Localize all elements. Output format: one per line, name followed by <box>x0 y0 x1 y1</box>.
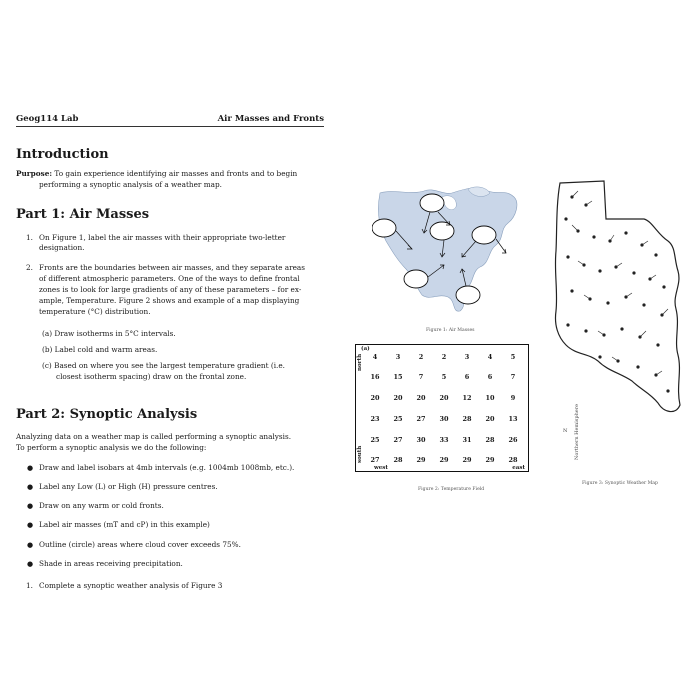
grid-cell: 29 <box>416 456 426 464</box>
task-bullet: Label any Low (L) or High (H) pressure centres. <box>39 482 218 491</box>
grid-cell: 3 <box>395 353 401 361</box>
grid-cell: 20 <box>416 394 426 402</box>
task-bullet: Draw on any warm or cold fronts. <box>39 501 164 510</box>
air-mass-circle <box>456 286 480 304</box>
grid-cell: 26 <box>508 436 518 444</box>
item2-line: zones is to look for large gradients of any of these parameters – for ex- <box>39 285 302 294</box>
grid-cell: 16 <box>370 373 380 381</box>
bullet-icon: ● <box>27 560 34 568</box>
grid-cell: 6 <box>487 373 493 381</box>
air-mass-circle <box>430 222 454 240</box>
item1-number: 1. <box>26 233 33 242</box>
grid-cell: 20 <box>485 415 495 423</box>
page-header <box>16 114 324 127</box>
task-bullet: Draw and label isobars at 4mb intervals (e.g. 1004mb 1008mb, etc.). <box>39 463 295 472</box>
item1-line-1: On Figure 1, label the air masses with their appropriate two-letter <box>39 233 286 242</box>
air-mass-circle <box>404 270 428 288</box>
grid-cell: 23 <box>370 415 380 423</box>
temperature-grid <box>355 344 529 472</box>
grid-cell: 28 <box>485 436 495 444</box>
synoptic-weather-map-figure <box>548 175 690 465</box>
grid-cell: 31 <box>462 436 472 444</box>
grid-cell: 27 <box>370 456 380 464</box>
air-masses-map-figure <box>372 183 528 323</box>
grid-cell: 2 <box>418 353 424 361</box>
grid-cell: 4 <box>372 353 378 361</box>
compass-label: N <box>563 428 568 434</box>
bullet-icon: ● <box>27 521 34 529</box>
part1-heading: Part 1: Air Masses <box>16 207 150 222</box>
grid-cell: 10 <box>485 394 495 402</box>
bullet-icon: ● <box>27 541 34 549</box>
east-label: east <box>512 465 525 471</box>
air-mass-circle <box>420 194 444 212</box>
grid-cell: 2 <box>441 353 447 361</box>
grid-cell: 7 <box>418 373 424 381</box>
course-code: Geog114 Lab <box>16 114 79 124</box>
figure-1-caption: Figure 1: Air Masses <box>426 328 475 333</box>
grid-cell: 28 <box>393 456 403 464</box>
grid-cell: 29 <box>439 456 449 464</box>
grid-cell: 12 <box>462 394 472 402</box>
bullet-icon: ● <box>27 464 34 472</box>
grid-cell: 5 <box>510 353 516 361</box>
subitem-b: (b) Label cold and warm areas. <box>42 345 158 354</box>
west-label: west <box>374 465 388 471</box>
subitem-a: (a) Draw isotherms in 5°C intervals. <box>42 329 176 338</box>
south-label: south <box>357 445 363 463</box>
final-item-number: 1. <box>26 581 33 590</box>
purpose-line-1 <box>16 169 297 180</box>
part2-heading: Part 2: Synoptic Analysis <box>16 407 198 422</box>
air-mass-circle <box>372 219 396 237</box>
purpose-line-2: performing a synoptic analysis of a weather map. <box>39 180 222 189</box>
lab-title: Air Masses and Fronts <box>217 114 324 124</box>
item2-line: temperature (°C) distribution. <box>39 307 151 316</box>
part2-intro-line-1: Analyzing data on a weather map is called performing a synoptic analysis. <box>16 432 292 441</box>
bullet-icon: ● <box>27 483 34 491</box>
grid-cell: 5 <box>441 373 447 381</box>
station-dots <box>564 195 669 392</box>
bullet-icon: ● <box>27 502 34 510</box>
item2-line: of different atmospheric parameters. One of the ways to define frontal <box>39 274 300 283</box>
hemisphere-label: Northern Hemisphere <box>574 403 580 460</box>
grid-cell: 7 <box>510 373 516 381</box>
subitem-c-line-1: (c) Based on where you see the largest temperature gradient (i.e. <box>42 361 286 370</box>
grid-cell: 15 <box>393 373 403 381</box>
map-outline <box>555 181 680 412</box>
panel-label: (a) <box>361 346 370 352</box>
north-label: north <box>357 353 363 371</box>
grid-cell: 25 <box>370 436 380 444</box>
grid-cell: 25 <box>393 415 403 423</box>
figure-3-caption: Figure 3: Synoptic Weather Map <box>582 481 658 486</box>
grid-cell: 30 <box>416 436 426 444</box>
figure-2-caption: Figure 2: Temperature Field <box>418 487 485 492</box>
grid-cell: 29 <box>485 456 495 464</box>
grid-cell: 28 <box>462 415 472 423</box>
task-bullet: Outline (circle) areas where cloud cover exceeds 75%. <box>39 540 241 549</box>
grid-cell: 28 <box>508 456 518 464</box>
task-bullet: Shade in areas receiving precipitation. <box>39 559 183 568</box>
grid-cell: 9 <box>510 394 516 402</box>
grid-cell: 33 <box>439 436 449 444</box>
introduction-heading: Introduction <box>16 147 109 162</box>
item2-line: Fronts are the boundaries between air masses, and they separate areas <box>39 263 306 272</box>
grid-cell: 27 <box>416 415 426 423</box>
grid-cell: 30 <box>439 415 449 423</box>
subitem-c-line-2: closest isotherm spacing) draw on the frontal zone. <box>56 372 247 381</box>
purpose-label: Purpose: <box>16 169 53 178</box>
task-bullet: Label air masses (mT and cP) in this example) <box>39 520 210 529</box>
grid-cell: 3 <box>464 353 470 361</box>
item1-line-2: designation. <box>39 243 85 252</box>
grid-cell: 29 <box>462 456 472 464</box>
item2-number: 2. <box>26 263 33 272</box>
grid-cell: 20 <box>393 394 403 402</box>
purpose-text-1: To gain experience identifying air masses and fronts and to begin <box>54 169 298 178</box>
part2-intro-line-2: To perform a synoptic analysis we do the following: <box>16 443 207 452</box>
grid-cell: 20 <box>439 394 449 402</box>
grid-cell: 6 <box>464 373 470 381</box>
grid-cell: 20 <box>370 394 380 402</box>
grid-cell: 4 <box>487 353 493 361</box>
final-item: Complete a synoptic weather analysis of Figure 3 <box>39 581 223 590</box>
grid-cell: 13 <box>508 415 518 423</box>
item2-line: ample, Temperature. Figure 2 shows and example of a map displaying <box>39 296 300 305</box>
grid-cell: 27 <box>393 436 403 444</box>
